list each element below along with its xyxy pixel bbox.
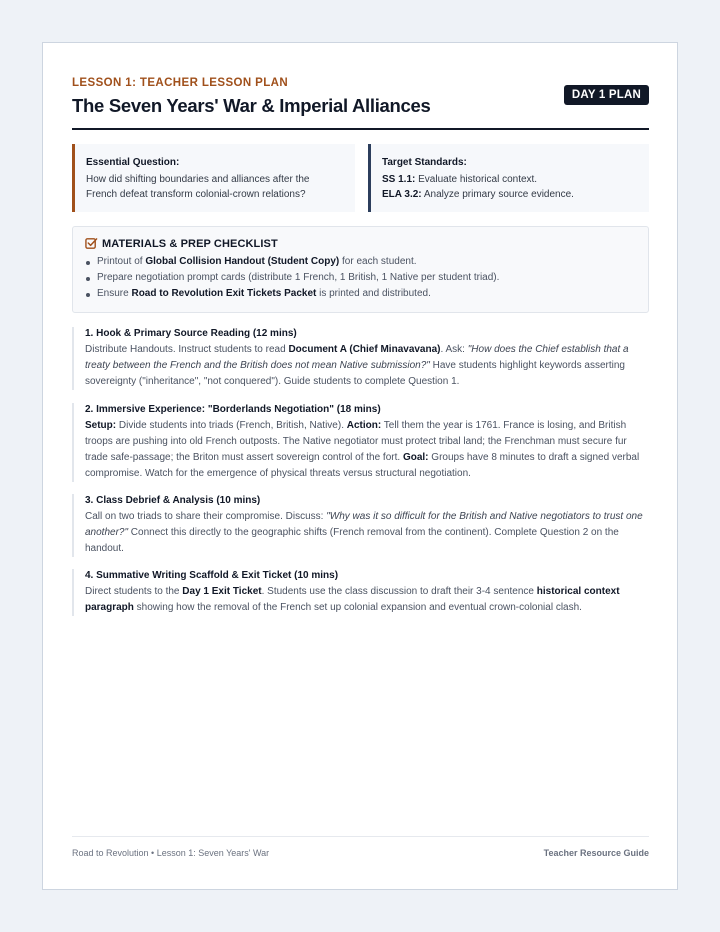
lesson-step-4 [72, 569, 649, 616]
essential-question-label: Essential Question: [86, 157, 180, 168]
item-bold: Global Collision Handout (Student Copy) [145, 256, 340, 267]
target-standards-label: Target Standards: [382, 157, 467, 168]
step-bold: Goal: [402, 452, 429, 463]
lesson-eyebrow: LESSON 1: TEACHER LESSON PLAN [72, 77, 289, 89]
step-bold: historical context paragraph [85, 586, 620, 613]
step-body [85, 418, 649, 482]
essential-question-box [72, 144, 355, 212]
target-standards-box [368, 144, 649, 212]
essential-question-text: How did shifting boundaries and alliances after the French defeat transform colonial-crown relations? [86, 174, 310, 200]
step-text: Direct students to the [85, 586, 183, 597]
standard-item [382, 187, 637, 202]
title-divider [72, 128, 649, 130]
step-bold: Setup: [85, 420, 117, 431]
step-body [85, 342, 649, 390]
lesson-step-3 [72, 494, 649, 557]
materials-checklist [72, 226, 649, 313]
item-text: Ensure [97, 288, 132, 299]
lesson-plan-page [42, 42, 678, 890]
step-text: Have students highlight keywords asserting sovereignty ("inheritance", "not conquered"). Guide students to complete Question 1. [85, 360, 625, 387]
checklist-title: MATERIALS & PREP CHECKLIST [102, 237, 278, 250]
step-body [85, 584, 649, 616]
checklist-items [85, 254, 636, 302]
checklist-item [85, 286, 636, 302]
item-text: Printout of [97, 256, 146, 267]
footer-right: Teacher Resource Guide [543, 848, 649, 858]
step-quote: "How does the Chief establish that a treaty between the French and the British does not mean Native submission?" [85, 344, 629, 371]
checklist-item [85, 270, 636, 286]
step-bold: Document A (Chief Minavavana) [288, 344, 441, 355]
step-text: . Ask: [440, 344, 468, 355]
step-text: Groups have 8 minutes to draft a signed verbal compromise. Watch for the emergence of physical threats versus structural negotiation. [85, 452, 640, 479]
step-title: 2. Immersive Experience: "Borderlands Negotiation" (18 mins) [85, 404, 381, 415]
item-text: Prepare negotiation prompt cards (distribute 1 French, 1 British, 1 Native per student triad). [97, 272, 500, 283]
standard-text: Evaluate historical context. [415, 174, 538, 185]
step-text: Connect this directly to the geographic shifts (French removal from the continent). Complete Question 2 on the handout. [85, 527, 619, 554]
standard-text: Analyze primary source evidence. [421, 189, 574, 200]
step-text: Tell them the year is 1761. France is losing, and British troops are pushing into old French outposts. The Native negotiator must protect tribal land; the Frenchman must secure fur trade safe-passage; the Briton must assert sovereign control of the fort. [85, 420, 627, 463]
footer-left: Road to Revolution • Lesson 1: Seven Years' War [72, 848, 270, 858]
step-body [85, 509, 649, 557]
checkbox-icon [85, 237, 98, 250]
step-title: 1. Hook & Primary Source Reading (12 mins) [85, 328, 297, 339]
item-bold: Road to Revolution Exit Tickets Packet [131, 288, 317, 299]
page-footer [72, 836, 649, 858]
info-boxes [72, 144, 649, 212]
step-quote: "Why was it so difficult for the British and Native negotiators to trust one another?" [85, 511, 643, 538]
page-title: The Seven Years' War & Imperial Alliances [72, 95, 431, 116]
step-title: 4. Summative Writing Scaffold & Exit Ticket (10 mins) [85, 570, 339, 581]
step-text: Call on two triads to share their compromise. Discuss: [85, 511, 327, 522]
item-text: for each student. [339, 256, 417, 267]
step-text: Distribute Handouts. Instruct students to read [85, 344, 289, 355]
checklist-item [85, 254, 636, 270]
page-header [72, 77, 649, 117]
lesson-step-2 [72, 403, 649, 482]
step-text: Divide students into triads (French, British, Native). [116, 420, 347, 431]
standard-item [382, 172, 637, 187]
checklist-header [85, 237, 636, 250]
standard-code: ELA 3.2: [382, 189, 422, 200]
item-text: is printed and distributed. [316, 288, 431, 299]
step-text: . Students use the class discussion to draft their 3-4 sentence [261, 586, 537, 597]
standard-code: SS 1.1: [382, 174, 416, 185]
step-text: showing how the removal of the French set up colonial expansion and eventual crown-colonial clash. [133, 602, 582, 613]
lesson-step-1 [72, 327, 649, 390]
day-badge: DAY 1 PLAN [564, 85, 649, 105]
step-title: 3. Class Debrief & Analysis (10 mins) [85, 495, 261, 506]
step-bold: Action: [346, 420, 382, 431]
step-bold: Day 1 Exit Ticket [182, 586, 262, 597]
